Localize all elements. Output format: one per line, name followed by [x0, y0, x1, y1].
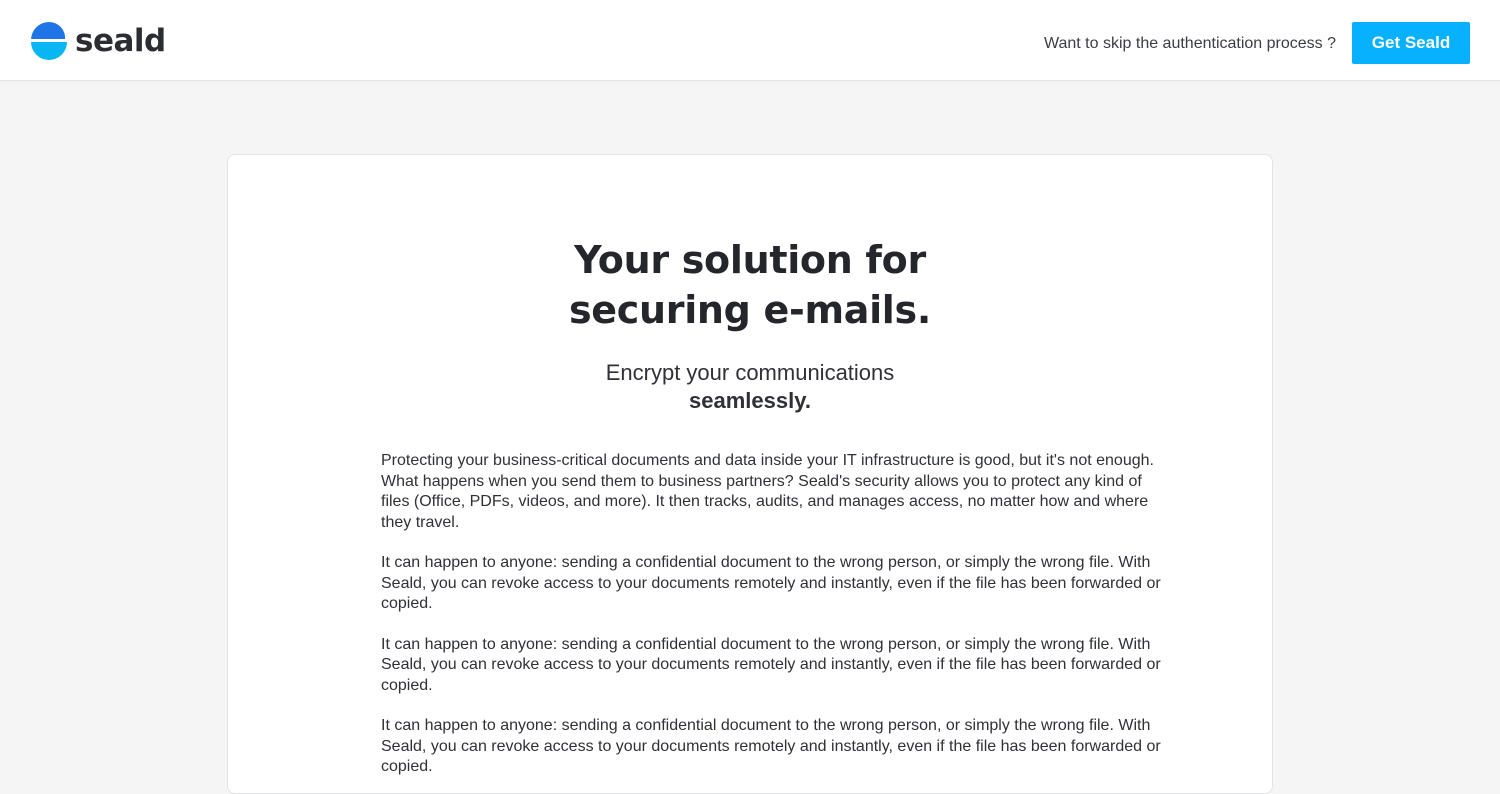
- content-card: [227, 154, 1273, 794]
- description-paragraph: It can happen to anyone: sending a confidential document to the wrong person, or simply the wrong file. With Seald, you can revoke access to your documents remotely and instantly, even if the file has been forwarded or copied.: [381, 635, 1161, 694]
- subtitle-emphasis: seamlessly.: [689, 388, 811, 413]
- page-subtitle: [228, 359, 1272, 415]
- seald-logo[interactable]: [30, 20, 166, 62]
- get-seald-button[interactable]: Get Seald: [1352, 22, 1470, 64]
- brand-name: seald: [75, 22, 166, 59]
- seald-logo-icon: [30, 21, 68, 61]
- description-body: [381, 451, 1163, 794]
- description-paragraph: It can happen to anyone: sending a confidential document to the wrong person, or simply the wrong file. With Seald, you can revoke access to your documents remotely and instantly, even if the file has been forwarded or copied.: [381, 554, 1161, 612]
- page-title-line-2: securing e-mails.: [568, 288, 931, 332]
- description-paragraph: It can happen to anyone: sending a confidential document to the wrong person, or simply the wrong file. With Seald, you can revoke access to your documents remotely and instantly, even if the file has been forwarded or copied.: [381, 717, 1161, 775]
- page-title: [228, 235, 1272, 335]
- skip-auth-prompt: Want to skip the authentication process ?: [1043, 35, 1336, 52]
- description-paragraph: Protecting your business-critical documents and data inside your IT infrastructure is good, but it's not enough. What happens when you send them to business partners? Seald's security allows you to protect any kind of files (Office, PDFs, videos, and more). It then tracks, audits, and manages access, no matter how and where they travel.: [381, 452, 1154, 531]
- page-title-line-1: Your solution for: [574, 238, 926, 282]
- top-navigation-bar: [0, 0, 1500, 81]
- subtitle-text: Encrypt your communications: [605, 360, 895, 385]
